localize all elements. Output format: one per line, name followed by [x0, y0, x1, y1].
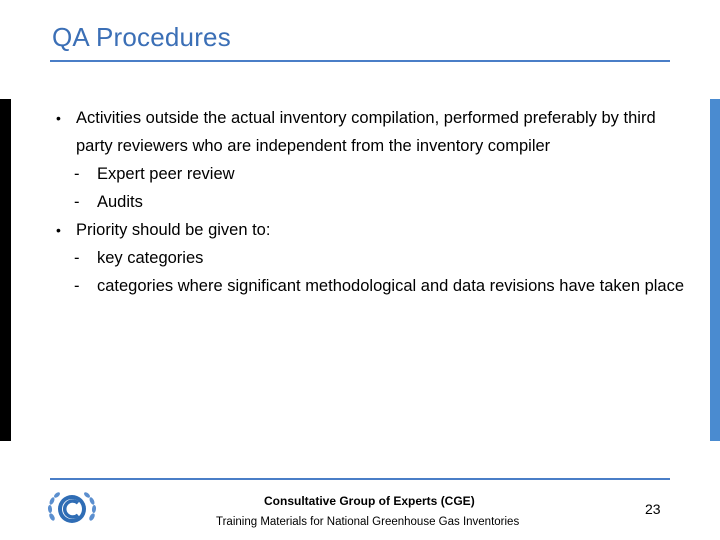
sub-bullet-item [56, 272, 686, 300]
unfccc-logo-icon [46, 489, 98, 529]
right-accent-bar [710, 99, 720, 441]
bullet-icon: • [56, 110, 61, 126]
sub-bullet-item [56, 188, 686, 216]
bullet-item [56, 104, 686, 160]
bullet-item [56, 216, 686, 244]
dash-icon: - [74, 277, 80, 295]
footer-organization: Consultative Group of Experts (CGE) [264, 494, 475, 508]
sub-bullet-text: key categories [97, 249, 204, 267]
sub-bullet-text: categories where significant methodological and data revisions have taken place [97, 277, 685, 295]
footer-divider [50, 478, 670, 480]
sub-bullet-text: Audits [97, 193, 143, 211]
bullet-text: Activities outside the actual inventory compilation, performed preferably by third party reviewers who are independent from the inventory compiler [76, 109, 656, 155]
bullet-text: Priority should be given to: [76, 221, 271, 239]
footer-subtitle: Training Materials for National Greenhouse Gas Inventories [216, 516, 520, 528]
title-divider [50, 60, 670, 62]
slide-body [56, 104, 686, 300]
slide-title: QA Procedures [52, 22, 231, 52]
page-number: 23 [645, 501, 661, 517]
dash-icon: - [74, 165, 80, 183]
bullet-icon: • [56, 222, 61, 238]
sub-bullet-text: Expert peer review [97, 165, 235, 183]
dash-icon: - [74, 249, 80, 267]
dash-icon: - [74, 193, 80, 211]
sub-bullet-item [56, 244, 686, 272]
sub-bullet-item [56, 160, 686, 188]
left-accent-bar [0, 99, 11, 441]
